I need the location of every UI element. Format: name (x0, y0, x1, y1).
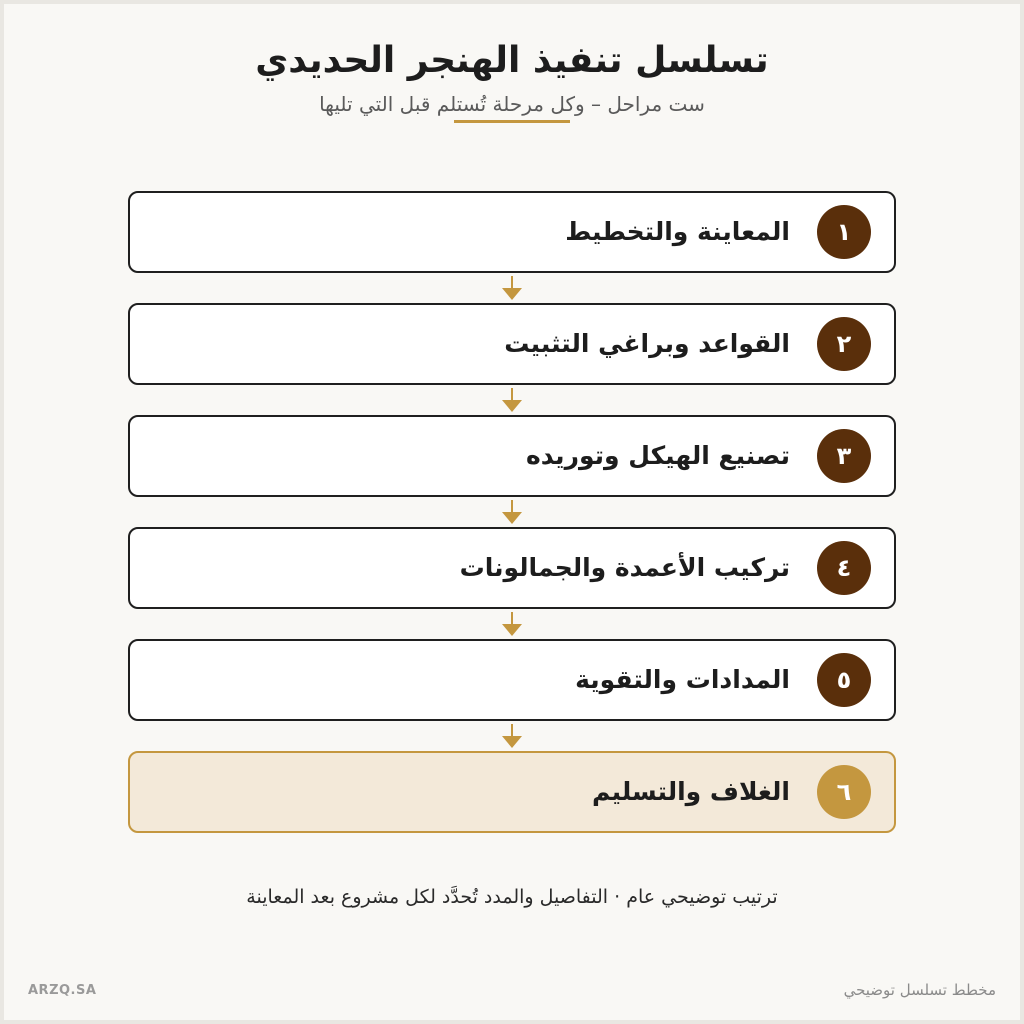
step-4-label: تركيب الأعمدة والجمالونات (459, 553, 790, 582)
page-title: تسلسل تنفيذ الهنجر الحديدي (255, 40, 769, 81)
arrow-connector (511, 612, 513, 624)
diagram-caption: مخطط تسلسل توضيحي (843, 981, 996, 999)
page-subtitle: ست مراحل – وكل مرحلة تُستلم قبل التي تليها (319, 92, 705, 116)
footnote: ترتيب توضيحي عام · التفاصيل والمدد تُحدَّد لكل مشروع بعد المعاينة (246, 886, 778, 908)
step-1-box (128, 191, 896, 273)
step-1-number-badge: ١ (817, 205, 871, 259)
step-3-label: تصنيع الهيكل وتوريده (525, 441, 790, 470)
arrow-connector (511, 500, 513, 512)
step-3-box (128, 415, 896, 497)
step-5-number-badge: ٥ (817, 653, 871, 707)
brand-logo-text: ARZQ.SA (28, 983, 97, 998)
step-2-label: القواعد وبراغي التثبيت (504, 329, 790, 358)
arrow-connector (511, 724, 513, 736)
step-5-label: المدادات والتقوية (575, 665, 790, 694)
step-3-number-badge: ٣ (817, 429, 871, 483)
step-6-box-final (128, 751, 896, 833)
step-6-label: الغلاف والتسليم (592, 777, 790, 806)
step-6-number-badge: ٦ (817, 765, 871, 819)
arrow-connector (511, 388, 513, 400)
subtitle-underline (454, 120, 570, 123)
step-2-number-badge: ٢ (817, 317, 871, 371)
step-4-box (128, 527, 896, 609)
arrow-down-icon (502, 288, 522, 300)
arrow-connector (511, 276, 513, 288)
step-5-box (128, 639, 896, 721)
arrow-down-icon (502, 624, 522, 636)
step-1-label: المعاينة والتخطيط (565, 217, 790, 246)
arrow-down-icon (502, 512, 522, 524)
arrow-down-icon (502, 400, 522, 412)
step-2-box (128, 303, 896, 385)
step-4-number-badge: ٤ (817, 541, 871, 595)
arrow-down-icon (502, 736, 522, 748)
